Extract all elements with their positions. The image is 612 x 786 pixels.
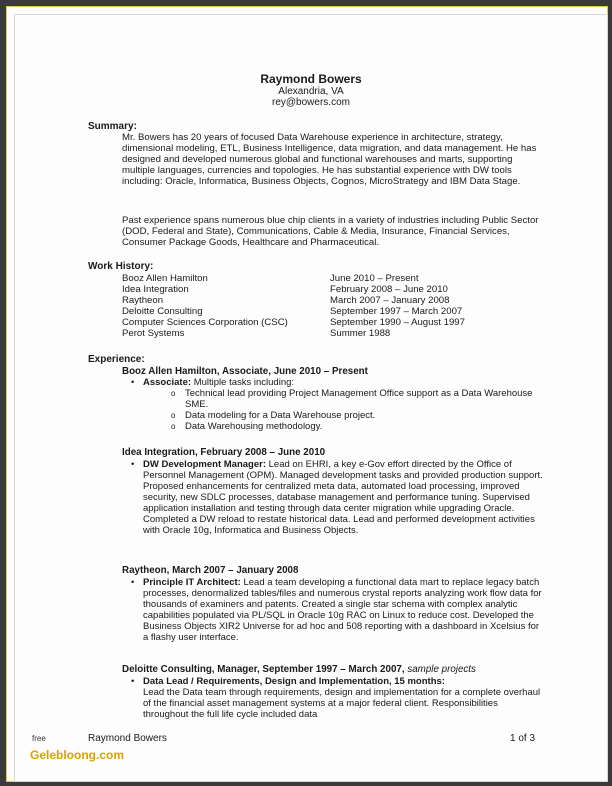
job-sub-bullet <box>171 388 535 410</box>
job-role: DW Development Manager: <box>143 459 266 470</box>
bullet-icon: • <box>131 577 135 588</box>
work-history-company: Perot Systems <box>122 328 185 339</box>
candidate-location: Alexandria, VA <box>278 86 344 97</box>
watermark-site-text: Gelebloong.com <box>30 748 125 762</box>
job-bullet <box>131 377 543 388</box>
job-description: Lead a team developing a functional data mart to replace legacy batch processes, denormalized tables/files and numerous crystal reports analyzing work flow data for thousands of examiners and patents. Created a single star schema with complex analytic capabilities populated via PL/SQL in Oracle 10g RAC on Linux to reduce cost. Developed the Business Objects XIR2 Universe for ad hoc and 508 reporting with a dashboard in Xcelsius for a flashy user interface. <box>143 577 542 643</box>
job-title: Raytheon, March 2007 – January 2008 <box>122 565 299 576</box>
work-history-dates: September 1990 – August 1997 <box>330 317 465 328</box>
job-description: Lead the Data team through requirements, design and implementation for a complete overhaul of the financial asset management systems at a major federal client. Responsibilities throughout the full life cycle included data <box>143 687 541 720</box>
work-history-dates: June 2010 – Present <box>330 273 419 284</box>
bullet-icon: • <box>131 377 135 388</box>
experience-heading: Experience: <box>88 354 145 365</box>
footer-page-number: 1 of 3 <box>510 733 536 744</box>
job-description: Lead on EHRI, a key e-Gov effort directed by the Office of Personnel Management (OPM). Managed development tasks and provided production support. Proposed enhancements for centralized meta data, automated load processing, improved security, new SDLC processes, database management and performance tuning. Supervised application installation and testing through data center migration while upgrading Oracle. Completed a DW reload to restate historical data. Lead and performed development activities with Oracle 10g, Informatica and Business Objects. <box>143 459 543 536</box>
sub-bullet-text: Data Warehousing methodology. <box>185 421 323 432</box>
candidate-name: Raymond Bowers <box>260 72 362 86</box>
sub-bullet-text: Technical lead providing Project Management Office support as a Data Warehouse SME. <box>185 388 533 410</box>
job-title-note: sample projects <box>407 664 476 675</box>
work-history-row <box>122 295 522 306</box>
footer-name: Raymond Bowers <box>88 733 167 744</box>
bullet-icon: • <box>131 676 135 687</box>
job-sub-bullet <box>171 410 535 421</box>
job-title-text: Deloitte Consulting, Manager, September 1997 – March 2007, <box>122 664 405 675</box>
job-description: Multiple tasks including: <box>193 377 295 388</box>
watermark-small-text: free <box>32 734 46 743</box>
job-bullet <box>131 577 543 643</box>
job-bullet <box>131 459 543 536</box>
job-role: Principle IT Architect: <box>143 577 241 588</box>
work-history-company: Booz Allen Hamilton <box>122 273 208 284</box>
job-title: Idea Integration, February 2008 – June 2010 <box>122 447 326 458</box>
sub-bullet-icon: o <box>171 389 176 398</box>
work-history-row <box>122 273 522 284</box>
work-history-company: Idea Integration <box>122 284 189 295</box>
work-history-row <box>122 306 522 317</box>
job-role: Associate: <box>143 377 192 388</box>
job-sub-bullet <box>171 421 535 432</box>
image-frame <box>3 3 611 785</box>
summary-heading: Summary: <box>88 121 137 132</box>
sub-bullet-icon: o <box>171 422 176 431</box>
watermark <box>30 728 124 762</box>
job-title: Booz Allen Hamilton, Associate, June 2010 – Present <box>122 366 368 377</box>
work-history-company: Computer Sciences Corporation (CSC) <box>122 317 288 328</box>
work-history-heading: Work History: <box>88 261 154 272</box>
job-role: Data Lead / Requirements, Design and Implementation, 15 months: <box>143 676 445 687</box>
work-history-dates: February 2008 – June 2010 <box>330 284 448 295</box>
job-bullet <box>131 676 543 720</box>
resume-page <box>14 14 608 782</box>
bullet-icon: • <box>131 459 135 470</box>
resume-header <box>15 72 607 108</box>
candidate-email: rey@bowers.com <box>272 97 350 108</box>
work-history-company: Deloitte Consulting <box>122 306 203 317</box>
work-history-dates: September 1997 – March 2007 <box>330 306 463 317</box>
work-history-row <box>122 284 522 295</box>
job-title <box>122 664 476 676</box>
work-history-dates: March 2007 – January 2008 <box>330 295 450 306</box>
summary-paragraph-1: Mr. Bowers has 20 years of focused Data Warehouse experience in architecture, strategy, dimensional modeling, ETL, Business Intelligence, data migration, and data management. He has designed and developed numerous global and functional warehouses and marts, supporting multiple languages, currencies and topologies. He has substantial experience with DW tools including: Oracle, Informatica, Business Objects, Cognos, MicroStrategy and IBM Data Stage. <box>122 132 537 187</box>
summary-paragraph-2: Past experience spans numerous blue chip clients in a variety of industries including Public Sector (DOD, Federal and State), Communications, Cable & Media, Insurance, Financial Services, Consumer Package Goods, Healthcare and Pharmaceutical. <box>122 215 539 248</box>
work-history-row <box>122 328 522 339</box>
sub-bullet-icon: o <box>171 411 176 420</box>
work-history-dates: Summer 1988 <box>330 328 391 339</box>
work-history-company: Raytheon <box>122 295 164 306</box>
work-history-row <box>122 317 522 328</box>
sub-bullet-text: Data modeling for a Data Warehouse project. <box>185 410 376 421</box>
